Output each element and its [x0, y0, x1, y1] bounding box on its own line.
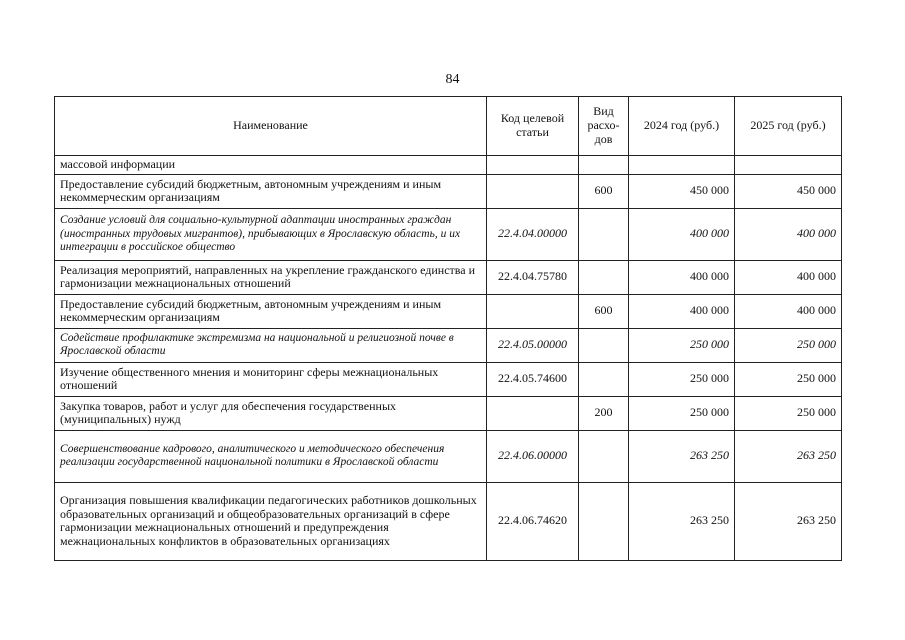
row-amount-2024: 250 000 — [629, 396, 735, 430]
header-2025: 2025 год (руб.) — [735, 97, 842, 156]
table-row — [55, 362, 842, 396]
row-name: Изучение общественного мнения и мониторинг сферы межнациональных отношений — [55, 362, 487, 396]
row-amount-2025: 250 000 — [735, 396, 842, 430]
row-amount-2024: 400 000 — [629, 260, 735, 294]
table-row — [55, 396, 842, 430]
row-name: Организация повышения квалификации педагогических работников дошкольных образовательных организаций и общеобразовательных организаций в сфере гармонизации межнациональных отношений и предупреждения межнациональных конфликтов в образовательных организациях — [55, 482, 487, 560]
row-amount-2024: 400 000 — [629, 294, 735, 328]
row-name: Содействие профилактике экстремизма на национальной и религиозной почве в Ярославской области — [55, 328, 487, 362]
row-code: 22.4.04.00000 — [487, 208, 579, 260]
row-name: Реализация мероприятий, направленных на укрепление гражданского единства и гармонизации межнациональных отношений — [55, 260, 487, 294]
row-vid: 600 — [579, 294, 629, 328]
row-vid — [579, 482, 629, 560]
row-name: Совершенствование кадрового, аналитического и методического обеспечения реализации государственной национальной политики в Ярославской области — [55, 430, 487, 482]
page-number: 84 — [445, 72, 460, 87]
table-row — [55, 156, 842, 175]
row-amount-2025: 400 000 — [735, 208, 842, 260]
row-amount-2025: 263 250 — [735, 430, 842, 482]
header-name: Наименование — [55, 97, 487, 156]
row-vid — [579, 260, 629, 294]
row-amount-2024: 250 000 — [629, 328, 735, 362]
row-code — [487, 174, 579, 208]
row-code — [487, 294, 579, 328]
row-amount-2024: 400 000 — [629, 208, 735, 260]
table-row — [55, 328, 842, 362]
row-vid — [579, 430, 629, 482]
table-row — [55, 294, 842, 328]
table-row — [55, 482, 842, 560]
table-row — [55, 174, 842, 208]
row-vid: 200 — [579, 396, 629, 430]
row-code: 22.4.04.75780 — [487, 260, 579, 294]
row-amount-2025 — [735, 156, 842, 175]
row-vid: 600 — [579, 174, 629, 208]
header-vid: Вид расхо-дов — [579, 97, 629, 156]
row-name: Закупка товаров, работ и услуг для обеспечения государственных (муниципальных) нужд — [55, 396, 487, 430]
row-code: 22.4.05.00000 — [487, 328, 579, 362]
row-code: 22.4.06.74620 — [487, 482, 579, 560]
row-amount-2024: 250 000 — [629, 362, 735, 396]
header-2024: 2024 год (руб.) — [629, 97, 735, 156]
table-row — [55, 208, 842, 260]
row-name: Предоставление субсидий бюджетным, автономным учреждениям и иным некоммерческим организациям — [55, 174, 487, 208]
row-name: массовой информации — [55, 156, 487, 175]
row-amount-2024: 263 250 — [629, 430, 735, 482]
row-vid — [579, 208, 629, 260]
row-amount-2024 — [629, 156, 735, 175]
row-amount-2025: 263 250 — [735, 482, 842, 560]
table-header-row — [55, 97, 842, 156]
header-code: Код целевой статьи — [487, 97, 579, 156]
table-row — [55, 430, 842, 482]
row-name: Создание условий для социально-культурной адаптации иностранных граждан (иностранных трудовых мигрантов), прибывающих в Ярославскую область, и их интеграции в российское общество — [55, 208, 487, 260]
row-vid — [579, 156, 629, 175]
row-name: Предоставление субсидий бюджетным, автономным учреждениям и иным некоммерческим организациям — [55, 294, 487, 328]
row-amount-2025: 400 000 — [735, 294, 842, 328]
row-amount-2025: 250 000 — [735, 362, 842, 396]
row-code — [487, 156, 579, 175]
row-amount-2024: 263 250 — [629, 482, 735, 560]
row-amount-2024: 450 000 — [629, 174, 735, 208]
row-amount-2025: 400 000 — [735, 260, 842, 294]
row-vid — [579, 328, 629, 362]
row-amount-2025: 250 000 — [735, 328, 842, 362]
row-code: 22.4.06.00000 — [487, 430, 579, 482]
row-code — [487, 396, 579, 430]
row-vid — [579, 362, 629, 396]
row-code: 22.4.05.74600 — [487, 362, 579, 396]
row-amount-2025: 450 000 — [735, 174, 842, 208]
budget-table — [54, 96, 842, 561]
table-row — [55, 260, 842, 294]
